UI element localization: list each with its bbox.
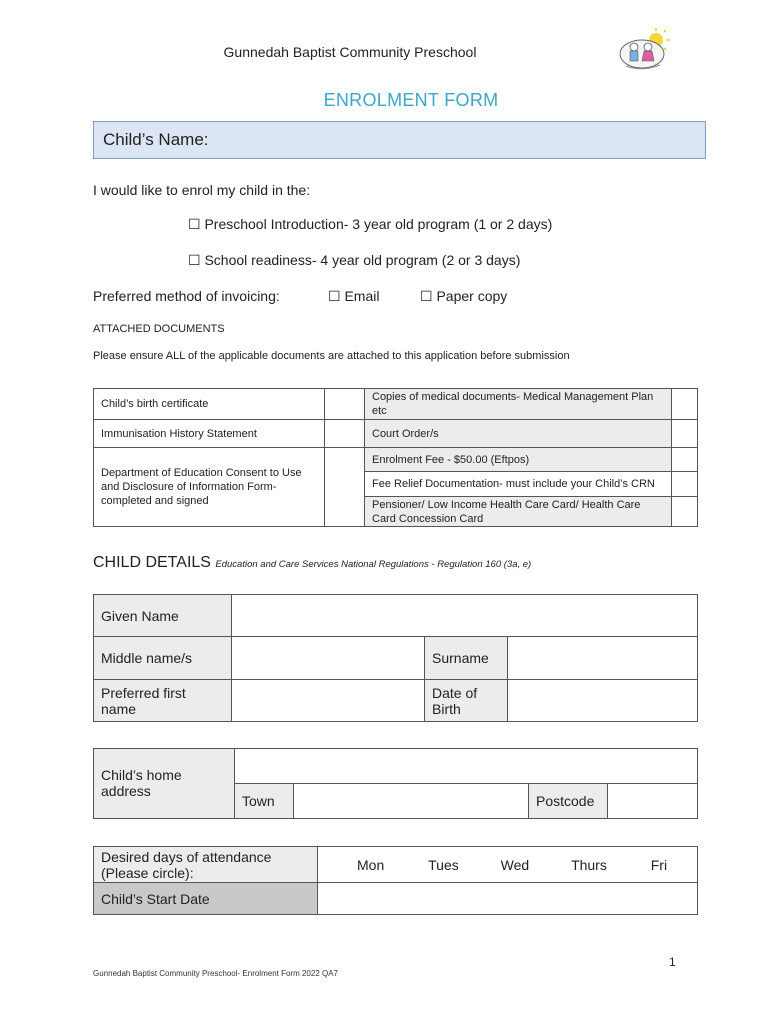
doc-checkbox[interactable] (672, 497, 698, 527)
middle-names-label: Middle name/s (94, 637, 232, 680)
date-of-birth-input[interactable] (508, 680, 698, 722)
surname-input[interactable] (508, 637, 698, 680)
day-fri[interactable]: Fri (650, 856, 668, 873)
town-input[interactable] (294, 784, 529, 819)
child-name-field[interactable] (93, 121, 706, 159)
preschool-logo-icon (616, 28, 672, 72)
doc-checkbox[interactable] (325, 448, 365, 527)
page-number: 1 (669, 955, 676, 969)
attached-documents-table (93, 388, 698, 527)
postcode-input[interactable] (608, 784, 698, 819)
organization-name: Gunnedah Baptist Community Preschool (223, 44, 477, 60)
day-thurs[interactable]: Thurs (571, 856, 607, 873)
days-selector (318, 847, 698, 883)
doc-checkbox[interactable] (672, 448, 698, 472)
form-title: ENROLMENT FORM (323, 90, 499, 110)
child-details-heading: CHILD DETAILS (93, 554, 211, 571)
invoicing-label: Preferred method of invoicing: (93, 288, 280, 304)
start-date-input[interactable] (318, 883, 698, 915)
desired-days-label: Desired days of attendance (Please circle): (94, 847, 318, 883)
doc-health-care-card: Pensioner/ Low Income Health Care Card/ Health Care Card Concession Card (365, 497, 672, 527)
attached-documents-heading: ATTACHED DOCUMENTS (93, 323, 225, 335)
child-name-label: Child’s Name: (103, 130, 209, 149)
regulation-reference: Education and Care Services National Regulations - Regulation 160 (3a, e) (215, 559, 532, 570)
doc-consent-form: Department of Education Consent to Use and Disclosure of Information Form- completed and signed (94, 448, 325, 527)
enrol-intro: I would like to enrol my child in the: (93, 182, 311, 198)
preferred-name-label: Preferred first name (94, 680, 232, 722)
doc-checkbox[interactable] (672, 389, 698, 420)
invoicing-option-paper[interactable]: ☐ Paper copy (420, 288, 508, 304)
surname-label: Surname (425, 637, 508, 680)
doc-checkbox[interactable] (672, 420, 698, 448)
doc-fee-relief: Fee Relief Documentation- must include your Child’s CRN (365, 472, 672, 497)
child-details-section (93, 554, 531, 572)
preferred-name-input[interactable] (232, 680, 425, 722)
doc-enrolment-fee: Enrolment Fee - $50.00 (Eftpos) (365, 448, 672, 472)
date-of-birth-label: Date of Birth (425, 680, 508, 722)
town-label: Town (235, 784, 294, 819)
footer-text: Gunnedah Baptist Community Preschool- Enrolment Form 2022 QA7 (93, 969, 339, 978)
doc-checkbox[interactable] (325, 420, 365, 448)
doc-checkbox[interactable] (672, 472, 698, 497)
home-address-label: Child’s home address (94, 749, 235, 819)
given-name-input[interactable] (232, 595, 698, 637)
child-details-table (93, 594, 698, 722)
program-option-preschool-intro[interactable]: ☐ Preschool Introduction- 3 year old program (1 or 2 days) (188, 216, 553, 232)
doc-birth-certificate: Child’s birth certificate (94, 389, 325, 420)
doc-court-orders: Court Order/s (365, 420, 672, 448)
postcode-label: Postcode (529, 784, 608, 819)
attendance-table (93, 846, 698, 915)
start-date-label: Child’s Start Date (94, 883, 318, 915)
given-name-label: Given Name (94, 595, 232, 637)
invoicing-option-email[interactable]: ☐ Email (328, 288, 380, 304)
doc-immunisation-statement: Immunisation History Statement (94, 420, 325, 448)
day-wed[interactable]: Wed (500, 856, 530, 873)
middle-names-input[interactable] (232, 637, 425, 680)
day-tues[interactable]: Tues (428, 856, 459, 873)
home-address-input[interactable] (235, 749, 698, 784)
attached-documents-note: Please ensure ALL of the applicable documents are attached to this application before submission (93, 350, 570, 362)
program-option-school-readiness[interactable]: ☐ School readiness- 4 year old program (2 or 3 days) (188, 252, 521, 268)
day-mon[interactable]: Mon (357, 856, 385, 873)
doc-checkbox[interactable] (325, 389, 365, 420)
doc-medical-documents: Copies of medical documents- Medical Management Plan etc (365, 389, 672, 420)
address-table (93, 748, 698, 819)
